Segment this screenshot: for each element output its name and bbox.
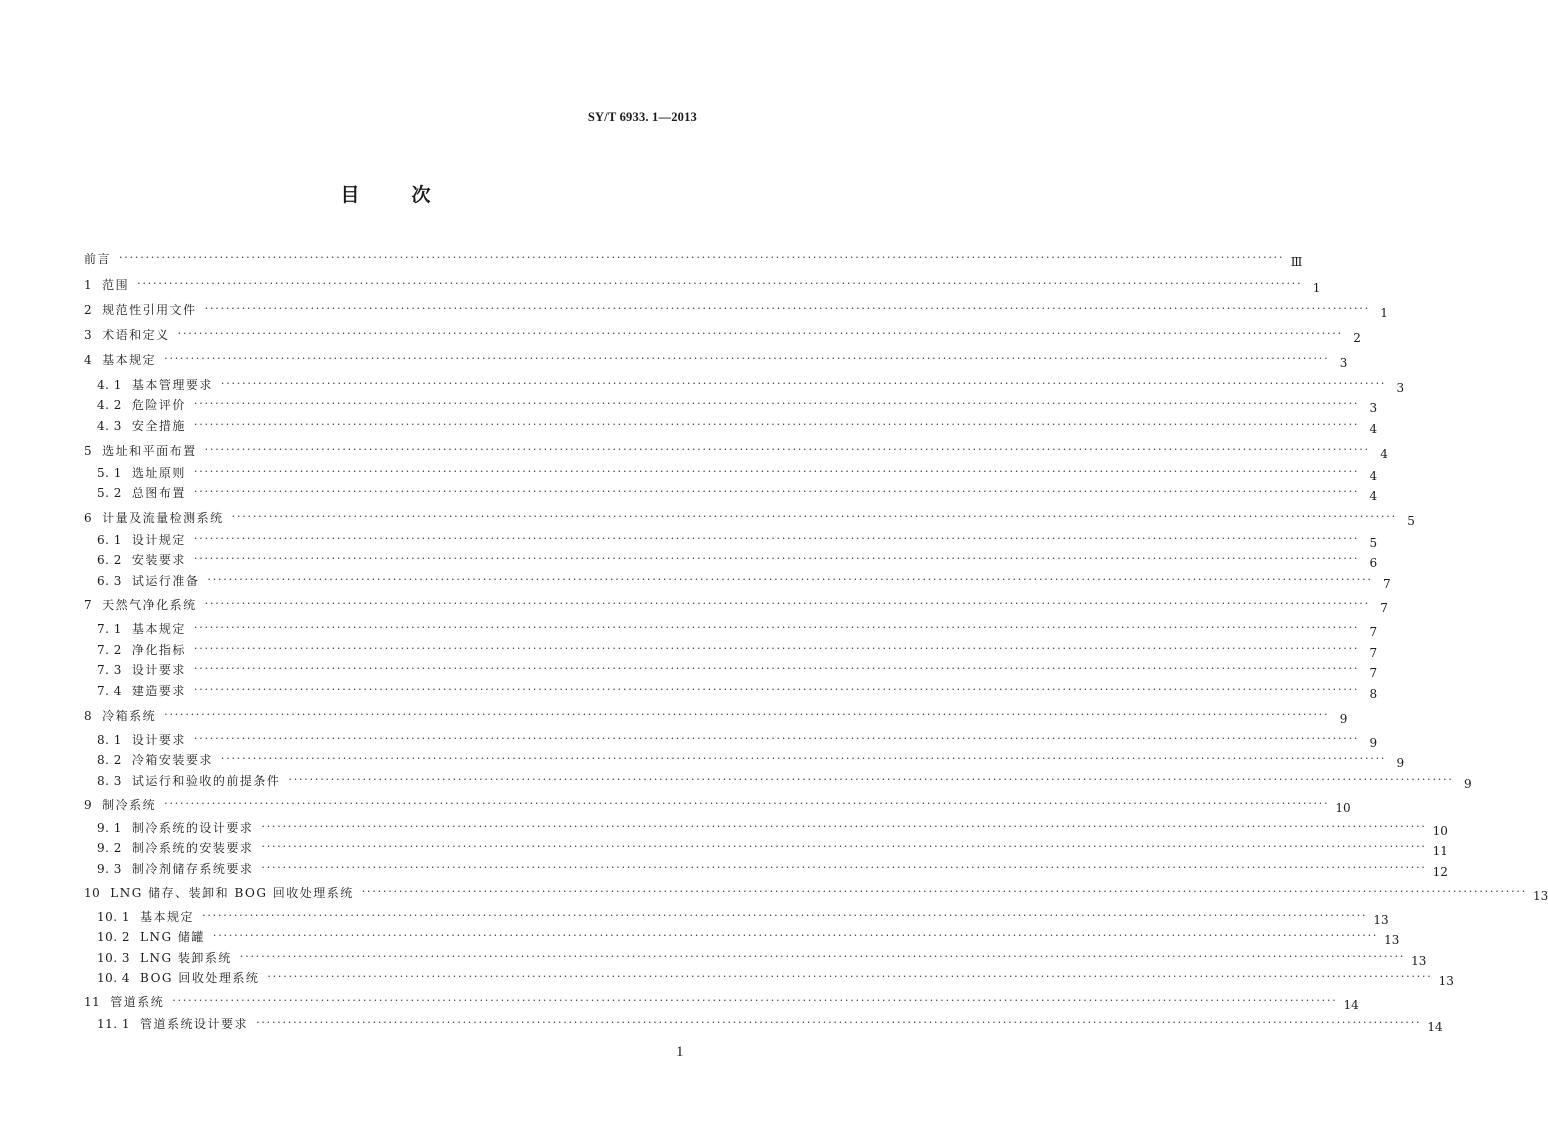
dot-leader: ···························································································································································································································· (193, 532, 1360, 545)
toc-entry-label: 制冷剂储存系统要求 (131, 862, 254, 876)
page-number: 1 (676, 1044, 684, 1060)
toc-entry-number: 11. 1 (97, 1017, 131, 1031)
toc-entry-label: 天然气净化系统 (102, 598, 197, 612)
toc-entry-label: 设计要求 (131, 733, 186, 747)
toc-entry-page: 4 (1369, 422, 1378, 436)
toc-entry[interactable] (97, 374, 1405, 395)
toc-entry[interactable] (97, 639, 1378, 660)
toc-entry-number: 7. 3 (97, 663, 122, 677)
toc-entry-number: 10. 4 (97, 971, 131, 985)
toc-entry-label: 净化指标 (131, 643, 186, 657)
toc-entry-label: 管道系统设计要求 (140, 1017, 249, 1031)
toc-entry-label: 总图布置 (131, 486, 186, 500)
toc-entry[interactable] (97, 749, 1405, 770)
dot-leader: ···························································································································································································································· (361, 885, 1527, 898)
toc-entry-number: 7. 2 (97, 643, 122, 657)
dot-leader: ···························································································································································································································· (164, 708, 1330, 721)
toc-entry[interactable] (84, 274, 1321, 295)
toc-entry-number: 10 (84, 886, 101, 900)
dot-leader: ···························································································································································································································· (256, 1016, 1422, 1029)
toc-entry[interactable] (97, 549, 1378, 570)
toc-entry[interactable] (97, 967, 1454, 988)
toc-entry-label: 试运行和验收的前提条件 (131, 774, 281, 788)
toc-entry-label: 基本规定 (131, 622, 186, 636)
dot-leader: ···························································································································································································································· (202, 909, 1368, 922)
toc-entry-page: 3 (1396, 381, 1405, 395)
toc-entry-number: 9. 1 (97, 821, 122, 835)
toc-entry-label: LNG 储存、装卸和 BOG 回收处理系统 (110, 886, 354, 900)
toc-entry-page: 7 (1369, 666, 1378, 680)
toc-entry-label: LNG 储罐 (140, 930, 205, 944)
toc-entry[interactable] (84, 882, 1548, 903)
dot-leader: ···························································································································································································································· (193, 683, 1360, 696)
toc-entry-number: 6. 2 (97, 553, 122, 567)
toc-entry-page: 1 (1312, 281, 1321, 295)
toc-entry-page: 13 (1373, 913, 1389, 927)
toc-entry[interactable] (97, 817, 1448, 838)
toc-entry-label: 选址和平面布置 (102, 444, 197, 458)
toc-entry-page: 5 (1407, 514, 1415, 528)
toc-entry[interactable] (84, 794, 1351, 815)
dot-leader: ···························································································································································································································· (193, 397, 1360, 410)
toc-entry-label: 制冷系统 (102, 798, 157, 812)
toc-entry-number: 11 (84, 995, 101, 1009)
toc-entry-label: 安全措施 (131, 419, 186, 433)
toc-entry-page: 4 (1380, 447, 1388, 461)
toc-entry[interactable] (84, 349, 1348, 370)
toc-entry-page: 9 (1339, 712, 1348, 726)
toc-entry-page: 10 (1432, 824, 1448, 838)
toc-entry-number: 9. 3 (97, 862, 122, 876)
toc-entry-label: 设计规定 (131, 533, 186, 547)
toc-title (0, 180, 773, 207)
toc-entry[interactable] (97, 837, 1448, 858)
toc-entry-number: 9 (84, 798, 93, 812)
toc-entry-page: 8 (1369, 687, 1378, 701)
toc-entry-number: 4. 1 (97, 378, 122, 392)
dot-leader: ···························································································································································································································· (193, 732, 1360, 745)
toc-entry-number: 8 (84, 709, 93, 723)
toc-entry-page: 6 (1369, 556, 1378, 570)
dot-leader: ···························································································································································································································· (204, 597, 1370, 610)
toc-entry-page: 3 (1339, 356, 1348, 370)
toc-entry-label: 计量及流量检测系统 (102, 511, 224, 525)
toc-entry-number: 7. 4 (97, 684, 122, 698)
toc-entry-number: 4 (84, 353, 93, 367)
toc-entry[interactable] (84, 507, 1415, 528)
toc-entry[interactable] (84, 705, 1348, 726)
toc-entry-page: 9 (1464, 777, 1472, 791)
toc-entry-number: 10. 2 (97, 930, 131, 944)
toc-entry[interactable] (97, 1013, 1443, 1034)
toc-entry-page: 7 (1369, 625, 1378, 639)
toc-entry-label: 基本管理要求 (131, 378, 213, 392)
dot-leader: ···························································································································································································································· (193, 485, 1360, 498)
toc-entry-page: 13 (1438, 974, 1454, 988)
toc-entry-label: 前言 (84, 252, 112, 266)
toc-entry-label: 基本规定 (140, 910, 195, 924)
toc-entry-page: 14 (1343, 998, 1359, 1012)
toc-entry-page: 13 (1411, 954, 1427, 968)
toc-entry-page: 11 (1432, 844, 1448, 858)
dot-leader: ···························································································································································································································· (212, 929, 1379, 942)
toc-entry[interactable] (84, 440, 1388, 461)
toc-entry-label: 建造要求 (131, 684, 186, 698)
toc-entry-number: 5 (84, 444, 93, 458)
dot-leader: ···························································································································································································································· (193, 642, 1360, 655)
toc-entry-page: 1 (1380, 306, 1388, 320)
toc-entry-page: 7 (1380, 601, 1388, 615)
dot-leader: ···························································································································································································································· (261, 820, 1427, 833)
toc-entry[interactable] (97, 529, 1378, 550)
toc-title-char-1: 目 (340, 184, 362, 206)
toc-entry[interactable] (84, 991, 1359, 1012)
toc-entry-label: 试运行准备 (131, 574, 200, 588)
toc-entry-label: 冷箱安装要求 (131, 753, 213, 767)
toc-entry[interactable] (97, 482, 1378, 503)
toc-entry-label: 选址原则 (131, 466, 186, 480)
toc-entry[interactable] (84, 594, 1388, 615)
toc-entry-label: 术语和定义 (102, 328, 170, 342)
dot-leader: ···························································································································································································································· (137, 277, 1303, 290)
toc-entry-number: 10. 3 (97, 951, 131, 965)
toc-entry[interactable] (97, 947, 1427, 968)
dot-leader: ···························································································································································································································· (193, 418, 1360, 431)
toc-entry[interactable] (97, 618, 1378, 639)
toc-entry-page: 2 (1353, 331, 1361, 345)
toc-entry-page: 7 (1383, 577, 1391, 591)
toc-entry[interactable] (97, 858, 1448, 879)
toc-entry[interactable] (97, 394, 1378, 415)
toc-entry-number: 2 (84, 303, 93, 317)
dot-leader: ···························································································································································································································· (193, 662, 1360, 675)
toc-entry-page: 4 (1369, 469, 1378, 483)
toc-entry[interactable] (97, 926, 1400, 947)
toc-entry-page: 10 (1335, 801, 1351, 815)
toc-entry-page: 13 (1533, 889, 1548, 903)
dot-leader: ···························································································································································································································· (261, 840, 1427, 853)
dot-leader: ···························································································································································································································· (207, 573, 1373, 586)
toc-entry[interactable] (97, 680, 1378, 701)
toc-entry-label: 制冷系统的安装要求 (131, 841, 254, 855)
dot-leader: ···························································································································································································································· (193, 465, 1360, 478)
toc-entry-number: 7. 1 (97, 622, 122, 636)
toc-entry-number: 9. 2 (97, 841, 122, 855)
toc-entry-number: 8. 1 (97, 733, 122, 747)
toc-entry-page: 4 (1369, 489, 1378, 503)
toc-entry-number: 5. 1 (97, 466, 122, 480)
toc-entry[interactable] (97, 570, 1391, 591)
toc-entry[interactable] (84, 299, 1388, 320)
toc-entry-number: 3 (84, 328, 93, 342)
toc-entry-number: 6. 1 (97, 533, 122, 547)
toc-entry[interactable] (97, 770, 1472, 791)
toc-entry-page: 12 (1432, 865, 1448, 879)
dot-leader: ···························································································································································································································· (164, 352, 1330, 365)
toc-entry-number: 8. 3 (97, 774, 122, 788)
toc-entry-number: 4. 3 (97, 419, 122, 433)
toc-entry-number: 7 (84, 598, 93, 612)
dot-leader: ···························································································································································································································· (119, 251, 1285, 264)
toc-entry-number: 5. 2 (97, 486, 122, 500)
toc-entry-label: 规范性引用文件 (102, 303, 197, 317)
document-code: SY/T 6933. 1—2013 (587, 110, 697, 124)
toc-entry-label: 范围 (102, 278, 130, 292)
toc-entry-page: 13 (1384, 933, 1400, 947)
toc-entry-page: 3 (1369, 401, 1378, 415)
toc-entry-number: 6. 3 (97, 574, 122, 588)
toc-entry[interactable] (97, 906, 1389, 927)
toc-entry-page: 5 (1369, 536, 1378, 550)
toc-entry-label: 设计要求 (131, 663, 186, 677)
toc-entry[interactable] (97, 415, 1378, 436)
toc-entry[interactable] (84, 324, 1361, 345)
toc-entry-label: 危险评价 (131, 398, 186, 412)
dot-leader: ···························································································································································································································· (231, 510, 1397, 523)
dot-leader: ···························································································································································································································· (204, 302, 1370, 315)
toc-entry-page: 9 (1396, 756, 1405, 770)
dot-leader: ···························································································································································································································· (267, 970, 1433, 983)
toc-entry-label: 基本规定 (102, 353, 157, 367)
toc-entry-number: 10. 1 (97, 910, 131, 924)
toc-entry-number: 1 (84, 278, 93, 292)
toc-entry[interactable] (97, 462, 1378, 483)
toc-entry-page: Ⅲ (1290, 255, 1303, 269)
toc-entry-label: 管道系统 (110, 995, 165, 1009)
dot-leader: ···························································································································································································································· (261, 861, 1427, 874)
toc-entry[interactable] (97, 729, 1378, 750)
toc-entry-number: 4. 2 (97, 398, 122, 412)
toc-entry-number: 6 (84, 511, 93, 525)
toc-entry-page: 14 (1427, 1020, 1443, 1034)
toc-entry-page: 9 (1369, 736, 1378, 750)
toc-entry-label: 制冷系统的设计要求 (131, 821, 254, 835)
dot-leader: ···························································································································································································································· (193, 552, 1360, 565)
dot-leader: ···························································································································································································································· (220, 752, 1387, 765)
dot-leader: ···························································································································································································································· (177, 327, 1343, 340)
toc-entry-page: 7 (1369, 646, 1378, 660)
dot-leader: ···························································································································································································································· (220, 377, 1387, 390)
dot-leader: ···························································································································································································································· (164, 797, 1330, 810)
dot-leader: ···························································································································································································································· (193, 621, 1360, 634)
toc-title-char-2: 次 (411, 184, 433, 206)
dot-leader: ···························································································································································································································· (288, 773, 1454, 786)
dot-leader: ···························································································································································································································· (239, 950, 1406, 963)
dot-leader: ···························································································································································································································· (172, 994, 1338, 1007)
toc-entry-label: 冷箱系统 (102, 709, 157, 723)
toc-entry-label: LNG 装卸系统 (140, 951, 232, 965)
toc-entry[interactable] (84, 248, 1303, 269)
toc-entry-number: 8. 2 (97, 753, 122, 767)
toc-entry[interactable] (97, 659, 1378, 680)
toc-entry-label: BOG 回收处理系统 (140, 971, 260, 985)
dot-leader: ···························································································································································································································· (204, 443, 1370, 456)
toc-entry-label: 安装要求 (131, 553, 186, 567)
